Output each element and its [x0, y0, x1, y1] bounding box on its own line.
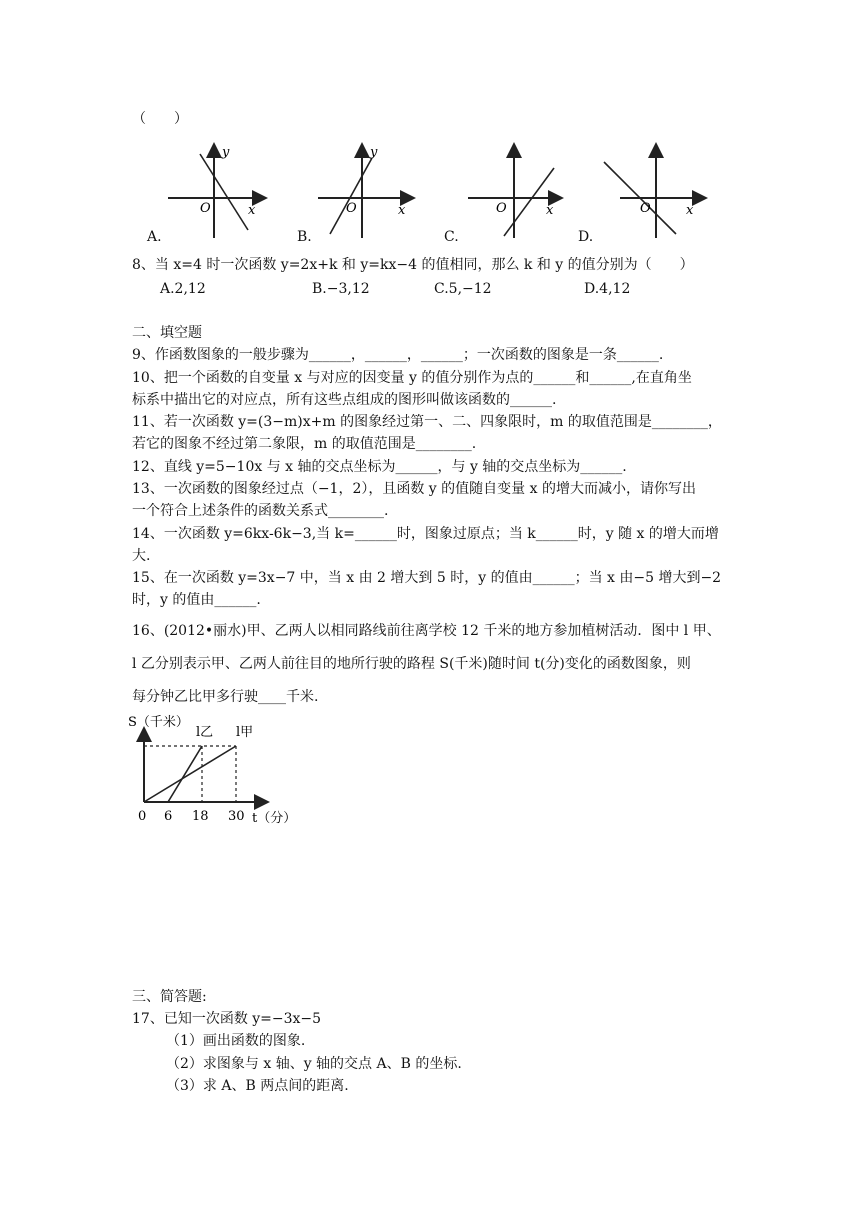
q17-stem: 17、已知一次函数 y=−3x−5 [132, 1011, 322, 1027]
graph-a-x-label: x [248, 203, 256, 218]
q7-answer-paren: （ ） [132, 111, 188, 127]
q17-part-1: （1）画出函数的图象. [166, 1033, 306, 1049]
q16-tick-0: 0 [138, 809, 147, 824]
q7-option-d[interactable]: D. [578, 229, 594, 245]
q13-line2: 一个符合上述条件的函数关系式________. [132, 503, 389, 519]
graph-b [318, 145, 412, 238]
q16-line-yi-label: l乙 [196, 725, 214, 740]
q7-graphs [0, 140, 860, 270]
q16-tick-18: 18 [192, 809, 209, 824]
q16-line3: 每分钟乙比甲多行驶____千米. [132, 689, 319, 705]
q10-line1: 10、把一个函数的自变量 x 与对应的因变量 y 的值分别作为点的______和______,在直角坐 [132, 370, 692, 386]
q16-tick-6: 6 [164, 809, 173, 824]
graph-d-x-label: x [686, 203, 694, 218]
graph-a [168, 145, 264, 238]
q16-x-label: t（分） [252, 811, 297, 826]
q17-part-2: （2）求图象与 x 轴、y 轴的交点 A、B 的坐标. [166, 1056, 462, 1072]
q16-graph [128, 712, 348, 830]
q16-y-label: S（千米） [128, 715, 189, 730]
q11-line2: 若它的图象不经过第二象限，m 的取值范围是________. [132, 436, 477, 452]
q16-line2: l 乙分别表示甲、乙两人前往目的地所行驶的路程 S(千米)随时间 t(分)变化的函数图象，则 [132, 656, 691, 672]
q16-line1: 16、(2012•丽水)甲、乙两人以相同路线前往离学校 12 千米的地方参加植树活动．图中 l 甲、 [132, 623, 721, 639]
q12: 12、直线 y=5−10x 与 x 轴的交点坐标为______，与 y 轴的交点坐标为______. [132, 459, 627, 475]
q9: 9、作函数图象的一般步骤为______，______，______；一次函数的图象是一条______. [132, 347, 664, 363]
graph-b-x-label: x [398, 203, 406, 218]
graph-c-x-label: x [546, 203, 554, 218]
q17-part-3: （3）求 A、B 两点间的距离. [166, 1078, 349, 1094]
graph-c-origin: O [496, 201, 507, 216]
q8-option-b[interactable]: B.−3,12 [312, 281, 370, 297]
q10-line2: 标系中描出它的对应点，所有这些点组成的图形叫做该函数的______. [132, 392, 557, 408]
q7-option-a[interactable]: A. [147, 229, 162, 245]
q16-line-jia [144, 746, 236, 802]
q16-line-yi [168, 746, 202, 802]
graph-c [468, 146, 560, 238]
q14-line2: 大. [132, 548, 151, 564]
graph-a-origin: O [200, 201, 211, 216]
q8-option-c[interactable]: C.5,−12 [434, 281, 492, 297]
section-2-title: 二、填空题 [132, 325, 202, 341]
graph-d-origin: O [640, 201, 651, 216]
graph-d [604, 146, 704, 238]
q13-line1: 13、一次函数的图象经过点（−1，2），且函数 y 的值随自变量 x 的增大而减小，请你写出 [132, 481, 696, 497]
q7-option-c[interactable]: C. [444, 229, 459, 245]
q8-stem: 8、当 x=4 时一次函数 y=2x+k 和 y=kx−4 的值相同，那么 k 和 y 的值分别为（ ） [132, 257, 694, 273]
q14-line1: 14、一次函数 y=6kx-6k−3,当 k=______时，图象过原点；当 k______时，y 随 x 的增大而增 [132, 526, 719, 542]
q15-line1: 15、在一次函数 y=3x−7 中，当 x 由 2 增大到 5 时，y 的值由______；当 x 由−5 增大到−2 [132, 570, 722, 586]
q16-line-jia-label: l甲 [236, 725, 254, 740]
q8-option-d[interactable]: D.4,12 [584, 281, 631, 297]
q16-tick-30: 30 [228, 809, 245, 824]
graph-b-origin: O [346, 201, 357, 216]
section-3-title: 三、简答题: [132, 989, 207, 1005]
q15-line2: 时，y 的值由______. [132, 592, 261, 608]
q8-option-a[interactable]: A.2,12 [160, 281, 206, 297]
q11-line1: 11、若一次函数 y=(3−m)x+m 的图象经过第一、二、四象限时，m 的取值范围是________， [132, 414, 722, 430]
q7-option-b[interactable]: B. [297, 229, 312, 245]
graph-a-y-label: y [222, 145, 230, 160]
graph-b-y-label: y [370, 145, 378, 160]
